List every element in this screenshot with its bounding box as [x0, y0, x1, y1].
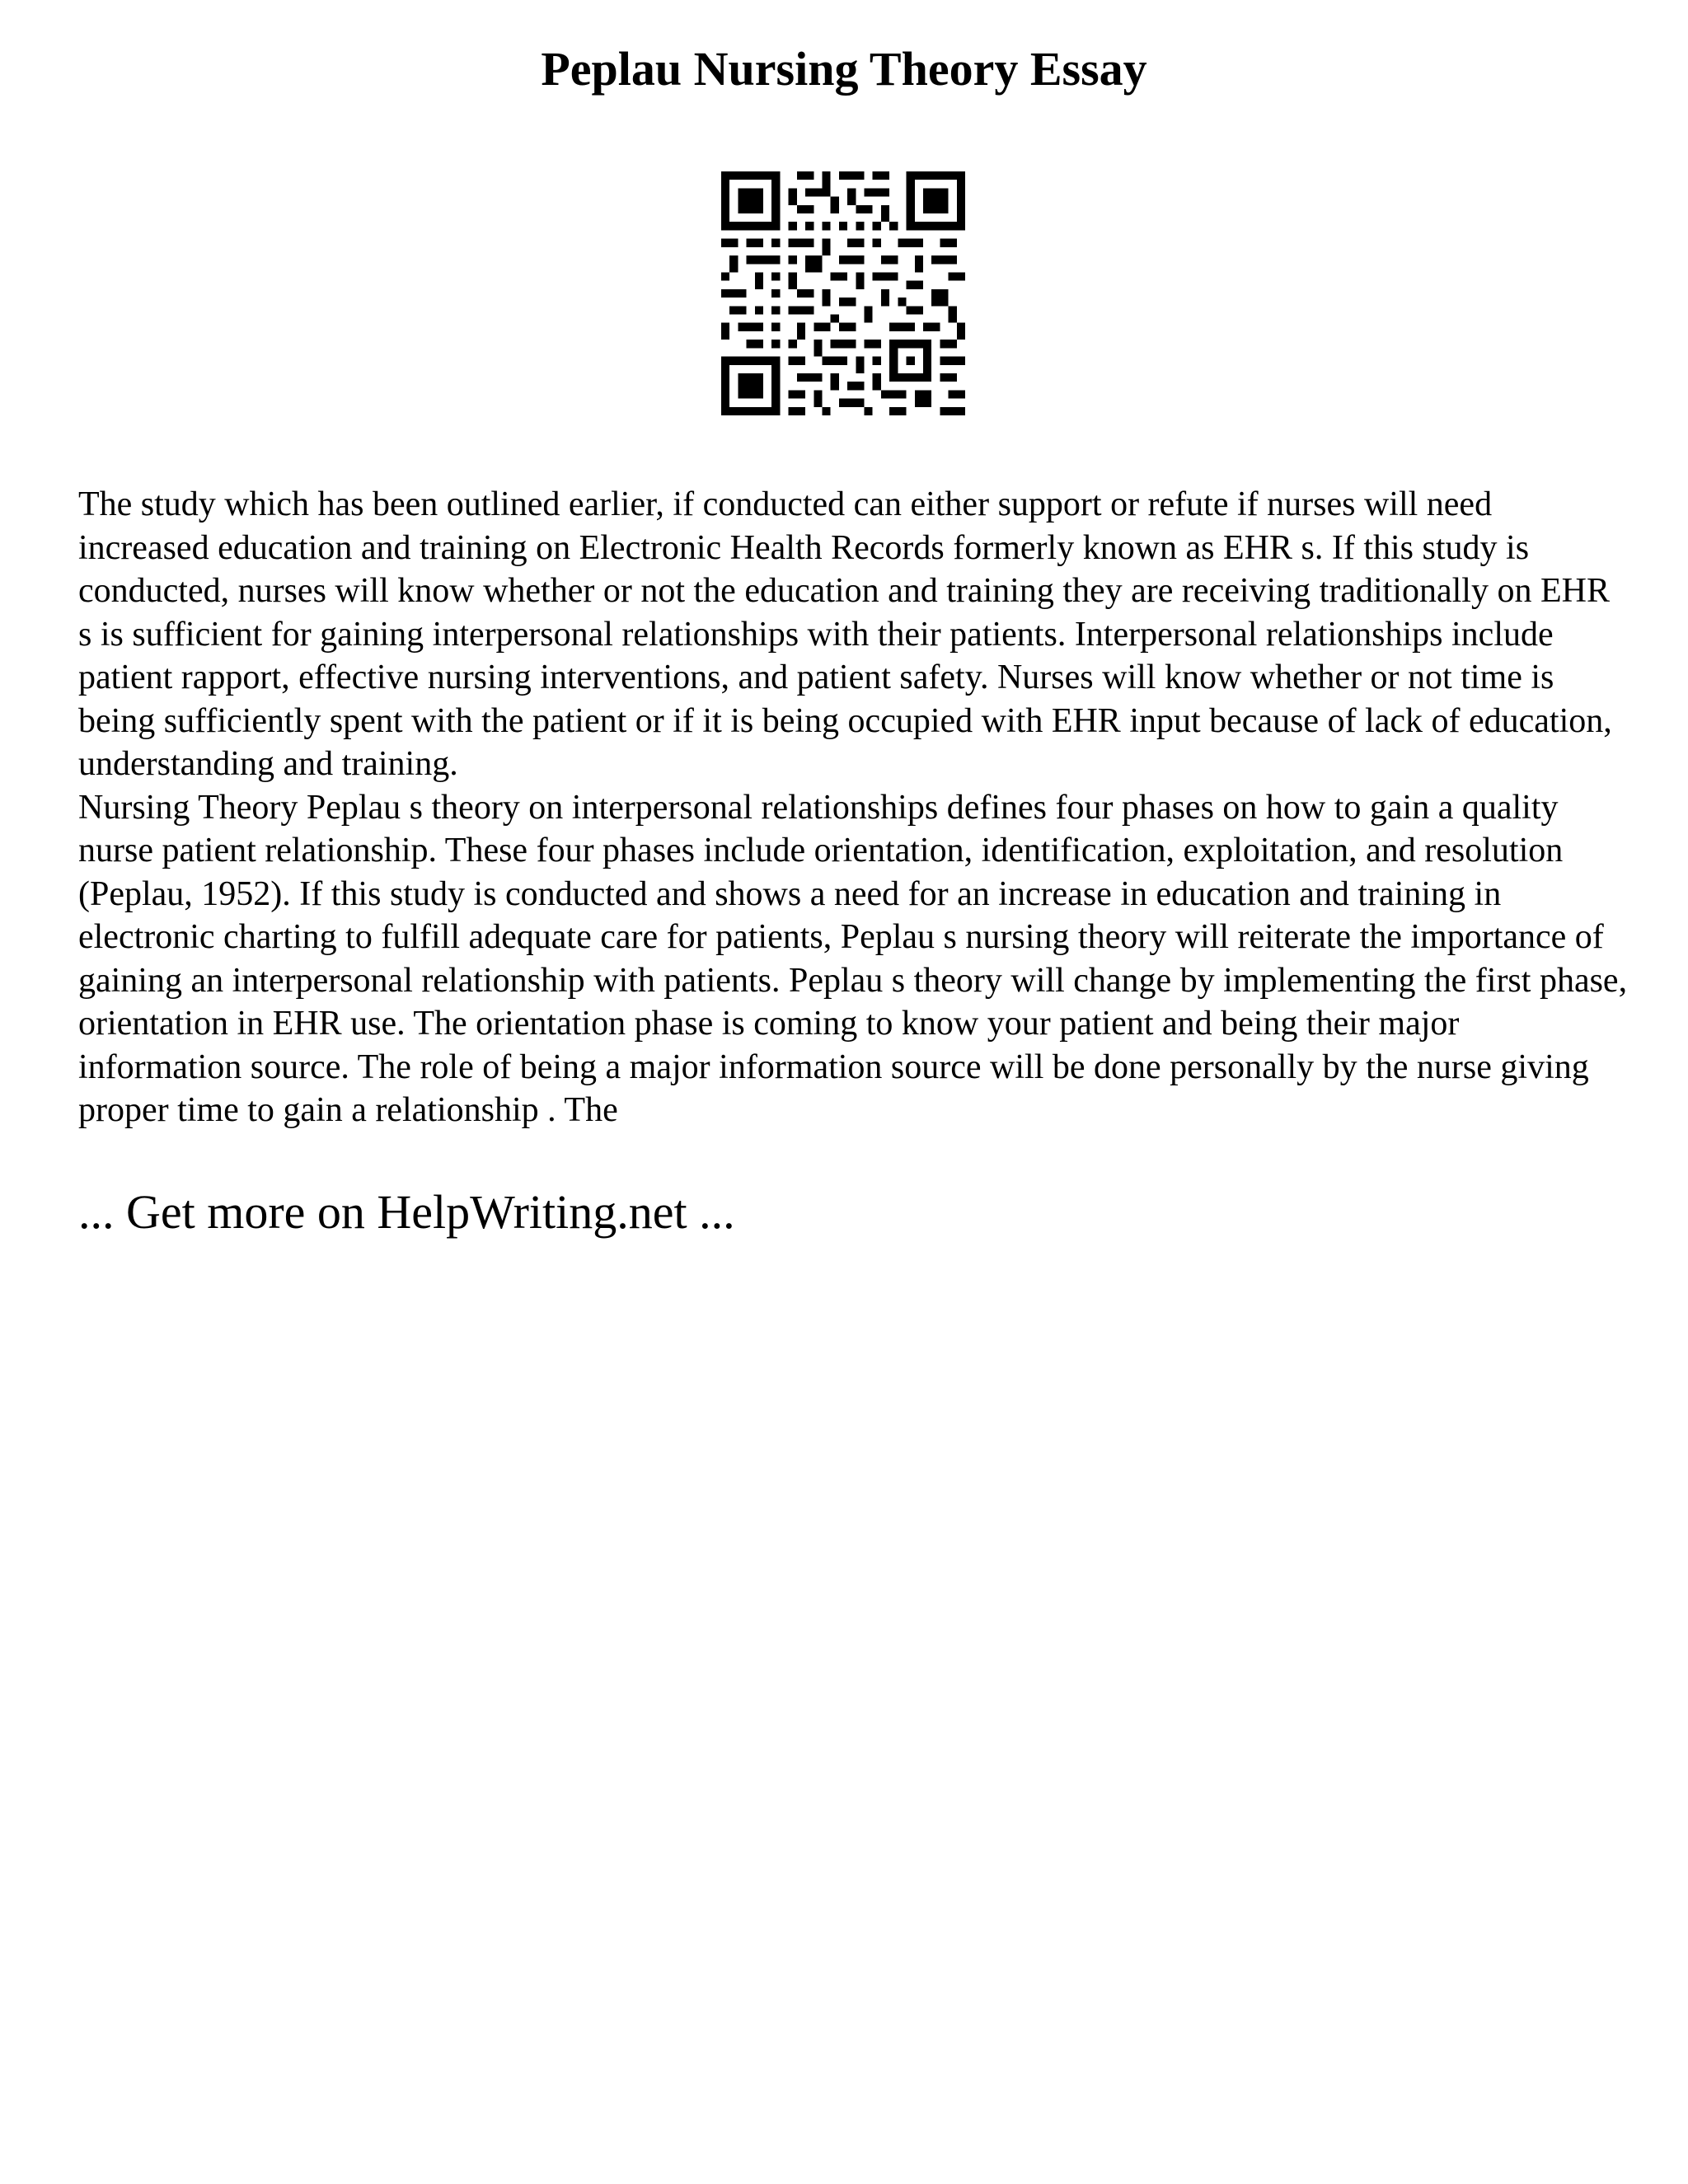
document-title: Peplau Nursing Theory Essay: [541, 42, 1147, 96]
qr-code-icon: [721, 171, 965, 415]
essay-body: [78, 483, 1628, 1132]
get-more-link[interactable]: ... Get more on HelpWriting.net ...: [78, 1185, 735, 1239]
essay-paragraph: Nursing Theory Peplau s theory on interpersonal relationships defines four phases on how to gain a quality nurse patient relationship. These four phases include orientation, identification, exploitation, and resolution (Peplau, 1952). If this study is conducted and shows a need for an increase in education and training in electronic charting to fulfill adequate care for patients, Peplau s nursing theory will reiterate the importance of gaining an interpersonal relationship with patients. Peplau s theory will change by implementing the first phase, orientation in EHR use. The orientation phase is coming to know your patient and being their major information source. The role of being a major information source will be done personally by the nurse giving proper time to gain a relationship . The: [78, 788, 1628, 1129]
essay-paragraph: The study which has been outlined earlier, if conducted can either support or refute if nurses will need increased education and training on Electronic Health Records formerly known as EHR s. If this study is conducted, nurses will know whether or not the education and training they are receiving traditionally on EHR s is sufficient for gaining interpersonal relationships with their patients. Interpersonal relationships include patient rapport, effective nursing interventions, and patient safety. Nurses will know whether or not time is being sufficiently spent with the patient or if it is being occupied with EHR input because of lack of education, understanding and training.: [78, 485, 1612, 783]
